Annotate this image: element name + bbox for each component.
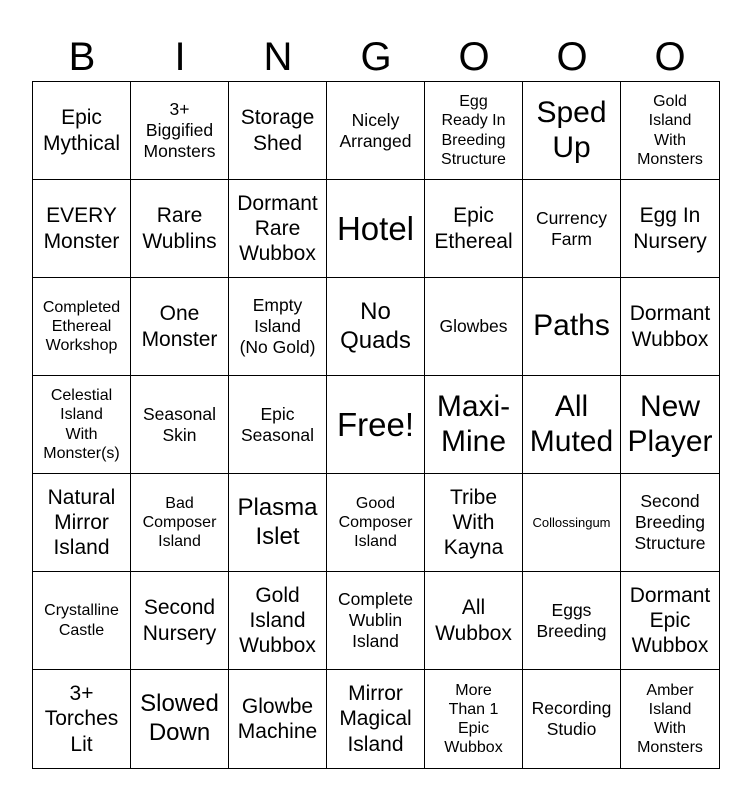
bingo-cell[interactable]	[229, 82, 327, 180]
cell-text: Gold Island Wubbox	[239, 583, 316, 658]
cell-text: Epic Seasonal	[241, 403, 314, 445]
cell-text: Epic Mythical	[42, 106, 121, 155]
bingo-cell[interactable]	[229, 180, 327, 278]
bingo-header	[33, 34, 719, 80]
bingo-cell[interactable]	[229, 572, 327, 670]
bingo-cell[interactable]	[33, 82, 131, 180]
cell-text: 3+ Torches Lit	[44, 682, 119, 756]
bingo-cell[interactable]	[425, 376, 523, 474]
bingo-cell[interactable]	[33, 180, 131, 278]
bingo-cell[interactable]	[523, 670, 621, 768]
cell-text: Tribe With Kayna	[443, 485, 504, 560]
bingo-cell[interactable]	[229, 474, 327, 572]
bingo-cell[interactable]	[131, 670, 229, 768]
cell-text: Hotel	[336, 209, 415, 247]
cell-text: Second Breeding Structure	[634, 491, 706, 553]
bingo-cell[interactable]	[425, 670, 523, 768]
cell-text: Collossingum	[532, 514, 611, 530]
bingo-cell[interactable]	[523, 82, 621, 180]
cell-text: Natural Mirror Island	[47, 485, 116, 560]
cell-text: All Wubbox	[435, 596, 512, 645]
cell-text: Complete Wublin Island	[338, 589, 413, 651]
bingo-cell[interactable]	[229, 670, 327, 768]
bingo-cell[interactable]	[621, 376, 719, 474]
bingo-cell[interactable]	[621, 572, 719, 670]
cell-text: Seasonal Skin	[143, 403, 216, 445]
cell-text: Currency Farm	[536, 207, 607, 249]
bingo-cell[interactable]	[131, 376, 229, 474]
bingo-cell[interactable]	[621, 670, 719, 768]
bingo-cell[interactable]	[229, 376, 327, 474]
bingo-cell[interactable]	[33, 670, 131, 768]
header-letter-b: B	[68, 35, 96, 79]
cell-text: Maxi- Mine	[436, 390, 511, 458]
cell-text: Good Composer Island	[338, 494, 413, 551]
cell-text: All Muted	[529, 390, 614, 458]
bingo-cell[interactable]	[131, 180, 229, 278]
bingo-cell-free[interactable]	[327, 376, 425, 474]
cell-text: Dormant Rare Wubbox	[237, 191, 318, 266]
bingo-cell[interactable]	[425, 180, 523, 278]
cell-text: EVERY Monster	[43, 204, 120, 253]
bingo-cell[interactable]	[33, 376, 131, 474]
cell-text: Dormant Epic Wubbox	[629, 583, 711, 658]
cell-text: Slowed Down	[140, 690, 219, 746]
bingo-cell[interactable]	[327, 180, 425, 278]
cell-text: Completed Ethereal Workshop	[42, 298, 121, 355]
header-letter-g: G	[360, 35, 392, 79]
cell-text: Free!	[336, 405, 415, 443]
cell-text: Empty Island (No Gold)	[239, 295, 316, 357]
bingo-cell[interactable]	[327, 82, 425, 180]
cell-text: Crystalline Castle	[44, 602, 119, 639]
cell-text: Egg Ready In Breeding Structure	[441, 93, 506, 168]
header-letter-o-3: O	[654, 35, 686, 79]
cell-text: Storage Shed	[240, 106, 315, 155]
bingo-cell[interactable]	[327, 670, 425, 768]
cell-text: No Quads	[340, 297, 411, 354]
bingo-cell[interactable]	[131, 572, 229, 670]
bingo-board	[32, 81, 720, 769]
cell-text: Egg In Nursery	[633, 204, 707, 253]
bingo-cell[interactable]	[33, 278, 131, 376]
bingo-cell[interactable]	[621, 180, 719, 278]
bingo-cell[interactable]	[425, 278, 523, 376]
cell-text: Glowbe Machine	[237, 694, 318, 743]
bingo-cell[interactable]	[621, 474, 719, 572]
bingo-cell[interactable]	[621, 278, 719, 376]
cell-text: Celestial Island With Monster(s)	[43, 387, 120, 462]
bingo-cell[interactable]	[523, 180, 621, 278]
bingo-cell[interactable]	[621, 82, 719, 180]
bingo-cell[interactable]	[229, 278, 327, 376]
cell-text: Rare Wublins	[142, 204, 217, 253]
cell-text: 3+ Biggified Monsters	[143, 99, 216, 161]
header-letter-o-1: O	[458, 35, 490, 79]
cell-text: Bad Composer Island	[142, 494, 217, 551]
cell-text: Gold Island With Monsters	[637, 93, 703, 168]
cell-text: Dormant Wubbox	[629, 302, 711, 351]
cell-text: Recording Studio	[531, 698, 612, 739]
cell-text: Sped Up	[536, 96, 607, 164]
bingo-cell[interactable]	[425, 474, 523, 572]
cell-text: Paths	[533, 309, 610, 343]
bingo-cell[interactable]	[33, 572, 131, 670]
bingo-cell[interactable]	[327, 572, 425, 670]
header-letter-n: N	[263, 35, 293, 79]
cell-text: Eggs Breeding	[536, 599, 607, 641]
bingo-cell[interactable]	[425, 82, 523, 180]
bingo-cell[interactable]	[131, 278, 229, 376]
bingo-cell[interactable]	[523, 474, 621, 572]
cell-text: Amber Island With Monsters	[637, 681, 703, 757]
cell-text: Mirror Magical Island	[339, 682, 412, 756]
cell-text: Epic Ethereal	[434, 204, 513, 253]
bingo-cell[interactable]	[131, 474, 229, 572]
bingo-cell[interactable]	[523, 572, 621, 670]
cell-text: More Than 1 Epic Wubbox	[444, 681, 503, 757]
header-letter-i: I	[174, 35, 186, 79]
cell-text: Second Nursery	[142, 596, 217, 645]
bingo-cell[interactable]	[425, 572, 523, 670]
cell-text: Plasma Islet	[237, 493, 318, 550]
bingo-cell[interactable]	[131, 82, 229, 180]
cell-text: New Player	[627, 390, 713, 458]
bingo-cell[interactable]	[523, 278, 621, 376]
bingo-cell[interactable]	[33, 474, 131, 572]
cell-text: Glowbes	[439, 316, 508, 336]
cell-text: One Monster	[141, 302, 218, 351]
bingo-cell[interactable]	[523, 376, 621, 474]
cell-text: Nicely Arranged	[339, 109, 412, 151]
bingo-cell[interactable]	[327, 278, 425, 376]
bingo-cell[interactable]	[327, 474, 425, 572]
header-letter-o-2: O	[556, 35, 588, 79]
